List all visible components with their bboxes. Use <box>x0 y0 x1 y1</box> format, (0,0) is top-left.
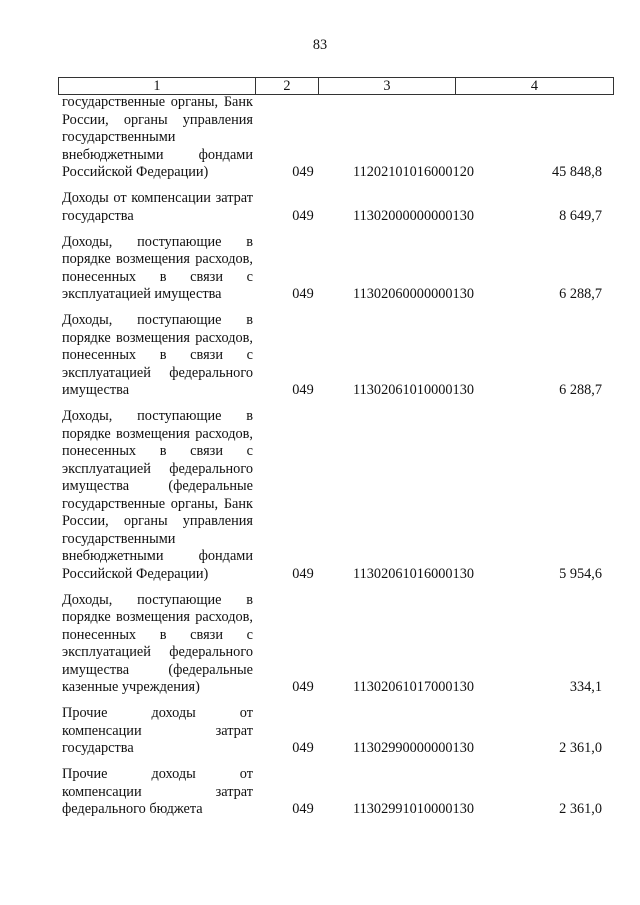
description-line: Доходы, поступающие в <box>62 312 253 328</box>
amount: 8 649,7 <box>559 207 602 224</box>
description-line: Доходы, поступающие в <box>62 591 253 608</box>
description-line: государства <box>62 207 134 224</box>
row-description <box>62 766 253 819</box>
description-line: государственные органы, Банк <box>62 94 253 110</box>
amount: 6 288,7 <box>559 382 602 398</box>
row-description <box>62 190 253 225</box>
table-row <box>62 94 602 182</box>
amount: 5 954,6 <box>559 565 602 582</box>
row-description <box>62 234 253 304</box>
header-col-3: 3 <box>319 78 456 94</box>
amount: 334,1 <box>569 679 602 695</box>
row-description <box>62 94 253 182</box>
table-row <box>62 705 602 758</box>
description-line: России, органы управления <box>62 513 253 529</box>
header-col-1: 1 <box>59 78 256 94</box>
description-line: Доходы, поступающие в <box>62 233 253 250</box>
description-line: эксплуатацией федерального <box>62 644 253 660</box>
description-line: имущества (федеральные <box>62 661 253 678</box>
table-row <box>62 190 602 225</box>
description-line: Прочие доходы от <box>62 766 253 782</box>
description-line: эксплуатацией федерального <box>62 460 253 477</box>
description-line: казенные учреждения) <box>62 679 200 695</box>
description-line: понесенных в связи с <box>62 443 253 459</box>
header-col-4: 4 <box>530 78 539 94</box>
row-description <box>62 312 253 400</box>
table-row <box>62 312 602 400</box>
admin-code: 049 <box>292 382 314 398</box>
page-number: 83 <box>312 37 328 53</box>
description-line: понесенных в связи с <box>62 347 253 363</box>
row-description <box>62 705 253 758</box>
budget-code: 11302990000000130 <box>353 740 474 756</box>
description-line: порядке возмещения расходов, <box>62 251 253 267</box>
table-row <box>62 766 602 819</box>
budget-code: 11302061016000130 <box>353 565 474 582</box>
budget-code: 11302000000000130 <box>353 207 474 224</box>
description-line: Российской Федерации) <box>62 565 209 582</box>
description-line: Российской Федерации) <box>62 164 209 180</box>
budget-code: 11302061010000130 <box>353 382 474 398</box>
header-col-2: 2 <box>256 78 319 94</box>
description-line: федерального бюджета <box>62 801 203 817</box>
table-body <box>62 94 602 827</box>
description-line: имущества (федеральные <box>62 478 253 494</box>
table-row <box>62 592 602 697</box>
amount: 2 361,0 <box>559 801 602 817</box>
description-line: эксплуатацией имущества <box>62 286 222 302</box>
amount: 6 288,7 <box>559 286 602 302</box>
description-line: эксплуатацией федерального <box>62 364 253 381</box>
description-line: государства <box>62 740 134 756</box>
description-line: внебюджетными фондами <box>62 548 253 564</box>
row-description <box>62 592 253 697</box>
budget-code: 11302991010000130 <box>353 801 474 817</box>
description-line: понесенных в связи с <box>62 626 253 643</box>
description-line: порядке возмещения расходов, <box>62 329 253 346</box>
admin-code: 049 <box>292 207 314 224</box>
table-row <box>62 234 602 304</box>
admin-code: 049 <box>292 565 314 582</box>
admin-code: 049 <box>292 740 314 756</box>
table-header <box>58 77 614 95</box>
description-line: внебюджетными фондами <box>62 146 253 163</box>
description-line: России, органы управления <box>62 111 253 128</box>
table-row <box>62 408 602 583</box>
description-line: компенсации затрат <box>62 783 253 800</box>
amount: 2 361,0 <box>559 740 602 756</box>
description-line: порядке возмещения расходов, <box>62 609 253 625</box>
description-line: Доходы, поступающие в <box>62 408 253 424</box>
budget-code: 11302061017000130 <box>353 679 474 695</box>
description-line: Прочие доходы от <box>62 705 253 721</box>
description-line: компенсации затрат <box>62 722 253 739</box>
description-line: государственные органы, Банк <box>62 495 253 512</box>
description-line: государственными <box>62 129 176 145</box>
admin-code: 049 <box>292 679 314 695</box>
description-line: имущества <box>62 382 130 398</box>
budget-code: 11302060000000130 <box>353 286 474 302</box>
admin-code: 049 <box>292 286 314 302</box>
description-line: государственными <box>62 530 176 547</box>
admin-code: 049 <box>292 801 314 817</box>
description-line: Доходы от компенсации затрат <box>62 190 253 206</box>
admin-code: 049 <box>292 164 314 180</box>
row-description <box>62 408 253 583</box>
description-line: понесенных в связи с <box>62 268 253 285</box>
description-line: порядке возмещения расходов, <box>62 425 253 442</box>
amount: 45 848,8 <box>551 164 602 180</box>
budget-code: 11202101016000120 <box>353 164 474 180</box>
